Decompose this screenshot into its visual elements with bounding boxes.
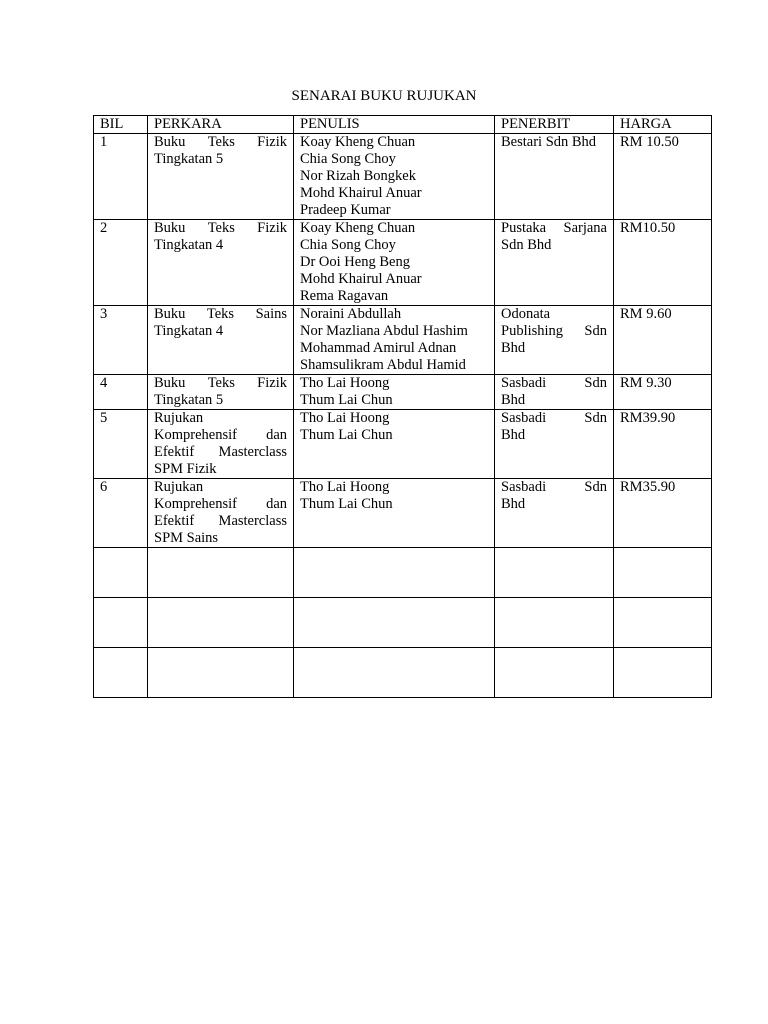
cell-perkara (148, 479, 294, 548)
author-name: Nor Mazliana Abdul Hashim (300, 323, 468, 339)
cell-perkara (148, 220, 294, 306)
author-name: Koay Kheng Chuan (300, 220, 416, 236)
empty-row (94, 648, 712, 698)
cell-bil: 2 (94, 220, 148, 306)
cell-harga: RM39.90 (614, 410, 712, 479)
cell-bil: 4 (94, 375, 148, 410)
author-name: Mohd Khairul Anuar (300, 185, 422, 201)
cell-perkara (148, 410, 294, 479)
perkara-line: Efektif Masterclass (154, 444, 287, 460)
author-name: Thum Lai Chun (300, 496, 393, 512)
publisher-line: Odonata (501, 306, 551, 322)
author-name: Nor Rizah Bongkek (300, 168, 416, 184)
author-name: Chia Song Choy (300, 151, 396, 167)
cell-penerbit (495, 306, 614, 375)
header-penulis: PENULIS (294, 116, 495, 134)
header-harga: HARGA (614, 116, 712, 134)
cell-penerbit (495, 134, 614, 220)
cell-penulis (294, 134, 495, 220)
perkara-line: Rujukan (154, 479, 204, 495)
author-name: Shamsulikram Abdul Hamid (300, 357, 466, 373)
publisher-line: Bestari Sdn Bhd (501, 134, 597, 150)
cell-harga: RM 9.60 (614, 306, 712, 375)
publisher-line: Sasbadi Sdn (501, 479, 607, 495)
publisher-line: Bhd (501, 496, 526, 512)
cell-bil: 6 (94, 479, 148, 548)
publisher-line: Pustaka Sarjana (501, 220, 607, 236)
author-name: Mohd Khairul Anuar (300, 271, 422, 287)
table-row (94, 220, 712, 306)
cell-penulis (294, 479, 495, 548)
author-name: Koay Kheng Chuan (300, 134, 416, 150)
perkara-line: Tingkatan 5 (154, 392, 224, 408)
cell-harga: RM35.90 (614, 479, 712, 548)
cell-harga: RM10.50 (614, 220, 712, 306)
cell-harga: RM 9.30 (614, 375, 712, 410)
cell-harga: RM 10.50 (614, 134, 712, 220)
perkara-line: Efektif Masterclass (154, 513, 287, 529)
table-row (94, 306, 712, 375)
author-name: Mohammad Amirul Adnan (300, 340, 457, 356)
cell-penerbit (495, 375, 614, 410)
publisher-line: Sasbadi Sdn (501, 375, 607, 391)
header-penerbit: PENERBIT (495, 116, 614, 134)
publisher-line: Bhd (501, 427, 526, 443)
perkara-line: SPM Fizik (154, 461, 217, 477)
empty-row (94, 548, 712, 598)
perkara-line: Buku Teks Fizik (154, 220, 287, 236)
table-row (94, 375, 712, 410)
author-name: Chia Song Choy (300, 237, 396, 253)
author-name: Thum Lai Chun (300, 427, 393, 443)
author-name: Noraini Abdullah (300, 306, 402, 322)
table-row (94, 479, 712, 548)
perkara-line: Rujukan (154, 410, 204, 426)
perkara-line: Buku Teks Fizik (154, 375, 287, 391)
cell-penerbit (495, 220, 614, 306)
header-perkara: PERKARA (148, 116, 294, 134)
author-name: Dr Ooi Heng Beng (300, 254, 410, 270)
table-row (94, 134, 712, 220)
cell-penulis (294, 220, 495, 306)
cell-penerbit (495, 410, 614, 479)
publisher-line: Bhd (501, 340, 526, 356)
cell-penulis (294, 306, 495, 375)
perkara-line: Buku Teks Fizik (154, 134, 287, 150)
table-header-row (94, 116, 712, 134)
cell-perkara (148, 306, 294, 375)
publisher-line: Sdn Bhd (501, 237, 552, 253)
publisher-line: Sasbadi Sdn (501, 410, 607, 426)
document-title: SENARAI BUKU RUJUKAN (291, 88, 477, 104)
perkara-line: Komprehensif dan (154, 496, 287, 512)
empty-row (94, 598, 712, 648)
reference-book-table (93, 115, 712, 698)
publisher-line: Bhd (501, 392, 526, 408)
cell-bil: 5 (94, 410, 148, 479)
cell-perkara (148, 375, 294, 410)
author-name: Rema Ragavan (300, 288, 389, 304)
author-name: Thum Lai Chun (300, 392, 393, 408)
perkara-line: Komprehensif dan (154, 427, 287, 443)
author-name: Tho Lai Hoong (300, 375, 390, 391)
table-row (94, 410, 712, 479)
perkara-line: Buku Teks Sains (154, 306, 287, 322)
publisher-line: Publishing Sdn (501, 323, 607, 339)
perkara-line: SPM Sains (154, 530, 219, 546)
perkara-line: Tingkatan 4 (154, 323, 224, 339)
perkara-line: Tingkatan 4 (154, 237, 224, 253)
cell-bil: 1 (94, 134, 148, 220)
cell-perkara (148, 134, 294, 220)
cell-penerbit (495, 479, 614, 548)
author-name: Tho Lai Hoong (300, 479, 390, 495)
cell-penulis (294, 375, 495, 410)
perkara-line: Tingkatan 5 (154, 151, 224, 167)
cell-bil: 3 (94, 306, 148, 375)
header-bil: BIL (94, 116, 148, 134)
cell-penulis (294, 410, 495, 479)
author-name: Tho Lai Hoong (300, 410, 390, 426)
author-name: Pradeep Kumar (300, 202, 391, 218)
